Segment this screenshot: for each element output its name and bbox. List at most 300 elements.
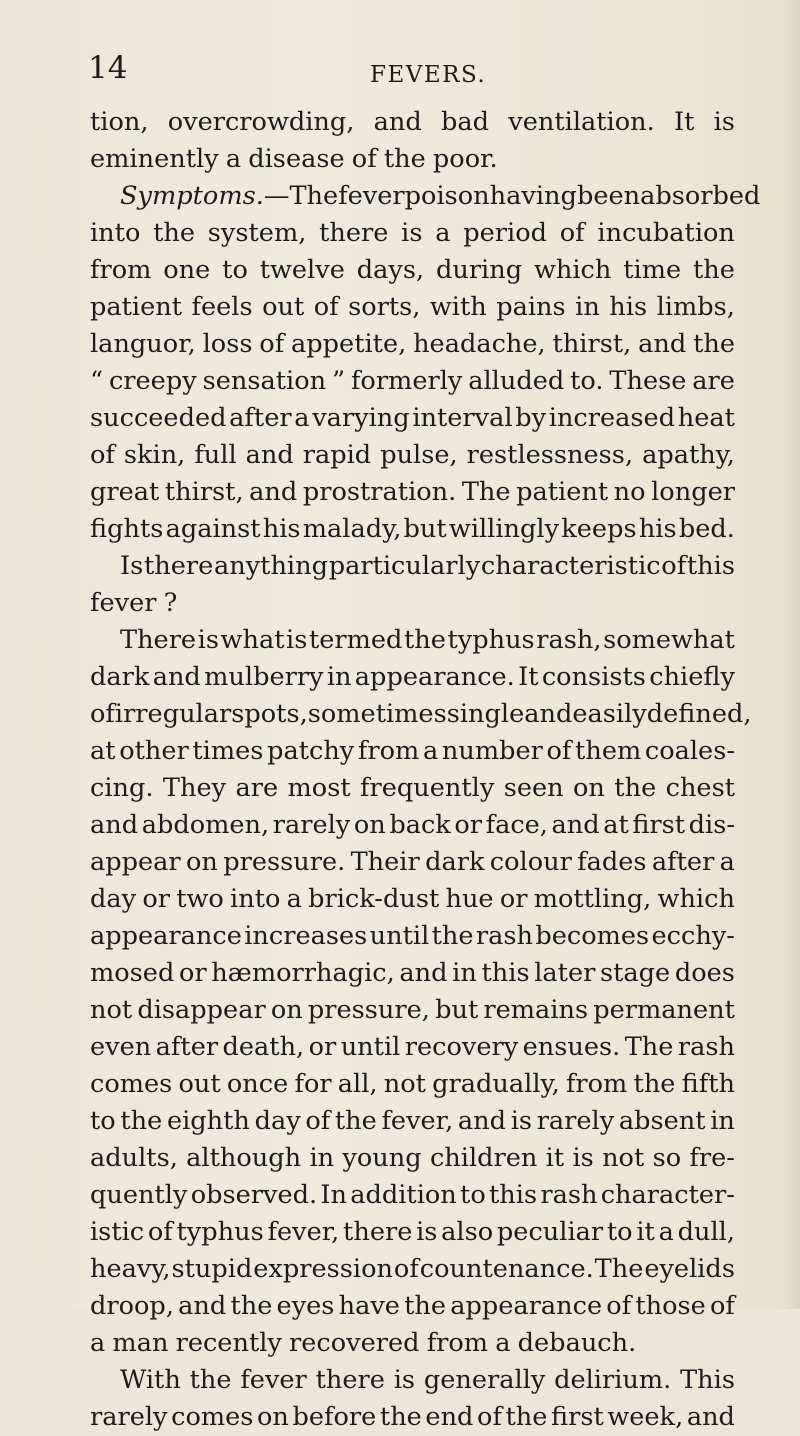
text-line xyxy=(90,141,735,178)
word: mulberry xyxy=(204,662,324,692)
word: The xyxy=(461,477,511,507)
word: of xyxy=(259,329,285,359)
word: skin, xyxy=(123,440,186,470)
word: pressure. xyxy=(223,847,346,877)
word: there xyxy=(343,1217,413,1247)
word: alluded xyxy=(468,366,565,396)
word: there xyxy=(143,551,214,581)
word: of xyxy=(147,1217,173,1247)
text-line xyxy=(90,1214,735,1251)
word: them xyxy=(575,736,642,766)
word: defined, xyxy=(646,699,752,729)
text-line xyxy=(90,733,735,770)
word: succeeded xyxy=(90,403,227,433)
word: face, xyxy=(485,810,548,840)
text-line xyxy=(90,696,752,733)
word: week, xyxy=(607,1402,684,1432)
word: to xyxy=(606,1217,633,1247)
word: other xyxy=(119,736,189,766)
word: prostration. xyxy=(302,477,457,507)
word: sensation xyxy=(202,366,327,396)
word: and xyxy=(686,1402,735,1432)
word: interval xyxy=(412,403,513,433)
word: of xyxy=(90,440,115,470)
word: termed xyxy=(308,625,403,655)
word: rarely xyxy=(272,810,351,840)
word: on xyxy=(257,1402,289,1432)
word: is xyxy=(713,107,735,137)
word: at xyxy=(90,736,116,766)
word: dull, xyxy=(677,1217,735,1247)
word: does xyxy=(674,958,735,988)
word: on xyxy=(270,995,303,1025)
word: recovery xyxy=(404,1032,519,1062)
word: by xyxy=(515,403,547,433)
word: before xyxy=(292,1402,377,1432)
word: times xyxy=(192,736,264,766)
word: headache, xyxy=(413,329,546,359)
running-head xyxy=(88,50,688,90)
text-line xyxy=(90,104,735,141)
word: easily xyxy=(572,699,647,729)
word: from xyxy=(357,736,420,766)
word: after xyxy=(651,847,715,877)
word: of xyxy=(477,1402,502,1432)
word: rash xyxy=(677,1032,735,1062)
word: ensues. xyxy=(522,1032,621,1062)
word: this xyxy=(686,551,735,581)
word: creepy xyxy=(108,366,197,396)
word: and xyxy=(457,1106,507,1136)
text-line xyxy=(90,1325,735,1362)
word: Their xyxy=(350,847,420,877)
word: out xyxy=(178,1069,221,1099)
word: disease xyxy=(248,144,345,174)
word: mosed xyxy=(90,958,175,988)
word: have xyxy=(338,1291,400,1321)
word: the xyxy=(505,1402,548,1432)
word: “ xyxy=(90,366,104,396)
word: from xyxy=(426,1328,489,1358)
word: irregular xyxy=(114,699,232,729)
word: expression xyxy=(253,1254,393,1284)
word: pressure, xyxy=(307,995,430,1025)
word: of xyxy=(313,292,339,322)
text-line xyxy=(90,437,735,474)
word: apathy, xyxy=(642,440,735,470)
word: varying xyxy=(312,403,410,433)
word: it xyxy=(636,1217,655,1247)
word: The xyxy=(594,1254,644,1284)
word: day xyxy=(254,1106,301,1136)
word: and xyxy=(245,440,294,470)
word: heat xyxy=(677,403,735,433)
word: from xyxy=(565,1069,628,1099)
word: fever xyxy=(338,181,405,211)
word: a xyxy=(294,403,310,433)
text-line xyxy=(90,659,735,696)
word: a xyxy=(495,1328,511,1358)
word: permanent xyxy=(593,995,735,1025)
word: absorbed xyxy=(640,181,761,211)
word: and xyxy=(399,958,448,988)
word: the xyxy=(334,1106,377,1136)
word: and xyxy=(638,329,687,359)
word: rapid xyxy=(302,440,372,470)
word: patient xyxy=(516,477,609,507)
word: eyelids xyxy=(644,1254,735,1284)
word: of xyxy=(559,218,585,248)
word: first xyxy=(551,1402,604,1432)
text-line xyxy=(90,1177,735,1214)
text-line xyxy=(90,1029,735,1066)
word: limbs, xyxy=(656,292,735,322)
word: not xyxy=(602,1143,645,1173)
word: somewhat xyxy=(603,625,735,655)
text-line xyxy=(90,585,735,622)
word: and xyxy=(90,810,139,840)
word: comes xyxy=(90,1069,173,1099)
word: anything xyxy=(213,551,328,581)
word: chest xyxy=(665,773,735,803)
running-title: FEVERS. xyxy=(370,62,487,88)
word: longer xyxy=(651,477,735,507)
word: brick-dust xyxy=(308,884,440,914)
word: spots, xyxy=(231,699,308,729)
word: this xyxy=(481,958,530,988)
word: delirium. xyxy=(554,1365,672,1395)
word: into xyxy=(90,218,141,248)
word: dark xyxy=(90,662,150,692)
text-line xyxy=(90,955,735,992)
word: the xyxy=(404,1291,447,1321)
word: all, xyxy=(337,1069,378,1099)
word: and xyxy=(178,1291,227,1321)
word: once xyxy=(226,1069,289,1099)
word: of xyxy=(546,736,572,766)
word: These xyxy=(609,366,687,396)
word: the xyxy=(431,921,474,951)
word: his xyxy=(609,292,648,322)
word: to. xyxy=(570,366,604,396)
section-heading-italic: Symptoms. xyxy=(120,181,264,211)
word: this xyxy=(489,1180,538,1210)
word: of xyxy=(90,699,115,729)
word: observed. xyxy=(190,1180,318,1210)
word: sometimes xyxy=(307,699,447,729)
text-line xyxy=(90,1399,735,1436)
word: or xyxy=(454,810,483,840)
word: until xyxy=(340,1032,401,1062)
word: particularly xyxy=(328,551,481,581)
word: fifth xyxy=(681,1069,735,1099)
word: poor. xyxy=(432,144,498,174)
word: to xyxy=(222,255,248,285)
text-line xyxy=(90,363,735,400)
word: dis- xyxy=(688,810,735,840)
word: characteristic xyxy=(480,551,661,581)
text-line xyxy=(90,289,735,326)
word: a xyxy=(225,144,242,174)
word: one xyxy=(163,255,211,285)
word: days, xyxy=(356,255,425,285)
word: system, xyxy=(207,218,307,248)
word: man xyxy=(112,1328,169,1358)
word: restlessness, xyxy=(466,440,634,470)
word: end xyxy=(425,1402,474,1432)
text-line xyxy=(90,511,735,548)
word: there xyxy=(319,218,389,248)
word: in xyxy=(309,1143,335,1173)
word: the xyxy=(379,1402,422,1432)
word: patchy xyxy=(267,736,355,766)
word: fades xyxy=(577,847,647,877)
word: character- xyxy=(600,1180,735,1210)
word: pulse, xyxy=(380,440,458,470)
word: of xyxy=(606,1291,632,1321)
text-line xyxy=(90,881,735,918)
word: a xyxy=(719,847,735,877)
word: pains xyxy=(496,292,566,322)
word: with xyxy=(429,292,487,322)
word: rash xyxy=(540,1180,598,1210)
word: abdomen, xyxy=(141,810,270,840)
word: overcrowding, xyxy=(167,107,355,137)
word: formerly xyxy=(350,366,463,396)
word: loss xyxy=(202,329,253,359)
word: against xyxy=(165,514,261,544)
word: Symptoms.—The xyxy=(120,181,339,211)
word: is xyxy=(393,1365,416,1395)
word: gradually, xyxy=(432,1069,560,1099)
word: typhus xyxy=(176,1217,264,1247)
word: bad xyxy=(441,107,490,137)
word: and xyxy=(373,107,422,137)
word: what xyxy=(220,625,285,655)
text-line xyxy=(90,1251,735,1288)
word: of xyxy=(393,1254,419,1284)
word: a xyxy=(658,1217,674,1247)
word: and xyxy=(551,810,600,840)
word: until xyxy=(369,921,430,951)
text-line xyxy=(90,1362,735,1399)
word: during xyxy=(435,255,523,285)
word: heavy, xyxy=(90,1254,171,1284)
word: increased xyxy=(548,403,676,433)
word: eminently xyxy=(90,144,219,174)
word: the xyxy=(403,625,446,655)
word: debauch. xyxy=(517,1328,637,1358)
text-line xyxy=(90,918,735,955)
word: feels xyxy=(191,292,253,322)
word: is xyxy=(510,1106,533,1136)
word: after xyxy=(229,403,292,433)
word: after xyxy=(155,1032,219,1062)
word: fever xyxy=(90,588,157,618)
word: or xyxy=(308,1032,337,1062)
word: is xyxy=(572,1143,594,1173)
word: droop, xyxy=(90,1291,174,1321)
word: of xyxy=(661,551,687,581)
word: time xyxy=(623,255,682,285)
word: ecchy- xyxy=(651,921,735,951)
word: having xyxy=(489,181,577,211)
word: There xyxy=(120,625,197,655)
text-line xyxy=(90,622,735,659)
word: appearance xyxy=(450,1291,603,1321)
text-line xyxy=(90,400,735,437)
word: appetite, xyxy=(291,329,407,359)
word: it xyxy=(545,1143,565,1173)
word: stage xyxy=(599,958,671,988)
word: appear xyxy=(90,847,181,877)
word: The xyxy=(624,1032,674,1062)
word: languor, xyxy=(90,329,196,359)
word: hæmorrhagic, xyxy=(211,958,395,988)
text-line xyxy=(90,1140,735,1177)
word: willingly xyxy=(448,514,560,544)
word: quently xyxy=(90,1180,188,1210)
word: there xyxy=(315,1365,385,1395)
word: two xyxy=(176,884,224,914)
word: colour xyxy=(489,847,572,877)
word: frequently xyxy=(360,773,495,803)
word: or xyxy=(142,884,170,914)
word: is xyxy=(286,625,308,655)
word: countenance. xyxy=(419,1254,594,1284)
word: first xyxy=(632,810,686,840)
body-text xyxy=(90,104,761,1436)
word: single xyxy=(446,699,525,729)
word: on xyxy=(573,773,605,803)
word: most xyxy=(287,773,351,803)
word: coales- xyxy=(644,736,735,766)
word: ” xyxy=(331,366,346,396)
text-line xyxy=(90,770,735,807)
word: increases xyxy=(244,921,368,951)
word: peculiar xyxy=(496,1217,604,1247)
word: thirst, xyxy=(552,329,632,359)
word: rash, xyxy=(536,625,602,655)
word: so xyxy=(652,1143,682,1173)
word: keeps xyxy=(561,514,637,544)
word: his xyxy=(262,514,301,544)
word: generally xyxy=(423,1365,546,1395)
word: is xyxy=(197,625,219,655)
word: full xyxy=(194,440,237,470)
word: eyes xyxy=(276,1291,335,1321)
word: great xyxy=(90,477,160,507)
word: It xyxy=(518,662,539,692)
word: not xyxy=(383,1069,426,1099)
word: and xyxy=(249,477,298,507)
word: at xyxy=(603,810,629,840)
word: thirst, xyxy=(164,477,244,507)
page-edge-shadow xyxy=(782,0,800,1309)
text-line xyxy=(90,1103,735,1140)
word: day xyxy=(90,884,137,914)
word: In xyxy=(320,1180,347,1210)
word: those xyxy=(635,1291,706,1321)
word: to xyxy=(460,1180,486,1210)
text-line xyxy=(90,1288,735,1325)
word: tion, xyxy=(90,107,149,137)
word: fever, xyxy=(267,1217,340,1247)
word: are xyxy=(235,773,279,803)
word: and xyxy=(524,699,573,729)
word: a xyxy=(90,1328,106,1358)
word: is xyxy=(401,218,423,248)
word: in xyxy=(575,292,600,322)
word: stupid xyxy=(171,1254,253,1284)
word: recently xyxy=(175,1328,282,1358)
word: eighth xyxy=(166,1106,250,1136)
word: cing. xyxy=(90,773,154,803)
word: of xyxy=(351,144,377,174)
word: ventilation. xyxy=(508,107,655,137)
word: appearance. xyxy=(354,662,515,692)
word: fever, xyxy=(381,1106,454,1136)
word: and xyxy=(152,662,201,692)
word: in xyxy=(326,662,352,692)
word: or xyxy=(499,884,528,914)
word: a xyxy=(422,736,439,766)
word: but xyxy=(435,995,479,1025)
word: period xyxy=(463,218,548,248)
word: comes xyxy=(171,1402,254,1432)
word: in xyxy=(710,1106,735,1136)
word: although xyxy=(186,1143,302,1173)
word: typhus xyxy=(447,625,535,655)
word: adults, xyxy=(90,1143,178,1173)
word: into xyxy=(230,884,281,914)
word: is xyxy=(416,1217,438,1247)
word: but xyxy=(403,514,447,544)
word: incubation xyxy=(597,218,735,248)
word: absent xyxy=(618,1106,706,1136)
word: becomes xyxy=(535,921,650,951)
word: the xyxy=(633,1069,676,1099)
word: malady, xyxy=(302,514,402,544)
word: chiefly xyxy=(649,662,735,692)
word: mottling, xyxy=(533,884,652,914)
word: also xyxy=(441,1217,494,1247)
word: out xyxy=(262,292,305,322)
word: remains xyxy=(483,995,589,1025)
word: on xyxy=(353,810,386,840)
word: consists xyxy=(541,662,646,692)
word: appearance xyxy=(90,921,242,951)
word: fre- xyxy=(689,1143,735,1173)
word: of xyxy=(305,1106,331,1136)
word: in xyxy=(452,958,477,988)
word: They xyxy=(162,773,227,803)
word: patient xyxy=(90,292,183,322)
word: or xyxy=(178,958,207,988)
word: his xyxy=(638,514,677,544)
text-line xyxy=(90,844,735,881)
word: are xyxy=(692,366,735,396)
word: children xyxy=(429,1143,538,1173)
word: the xyxy=(383,144,426,174)
word: on xyxy=(186,847,218,877)
page-number: 14 xyxy=(88,50,128,86)
word: which xyxy=(533,255,612,285)
word: fever xyxy=(240,1365,307,1395)
text-line xyxy=(90,548,735,585)
word: young xyxy=(342,1143,422,1173)
word: This xyxy=(680,1365,735,1395)
